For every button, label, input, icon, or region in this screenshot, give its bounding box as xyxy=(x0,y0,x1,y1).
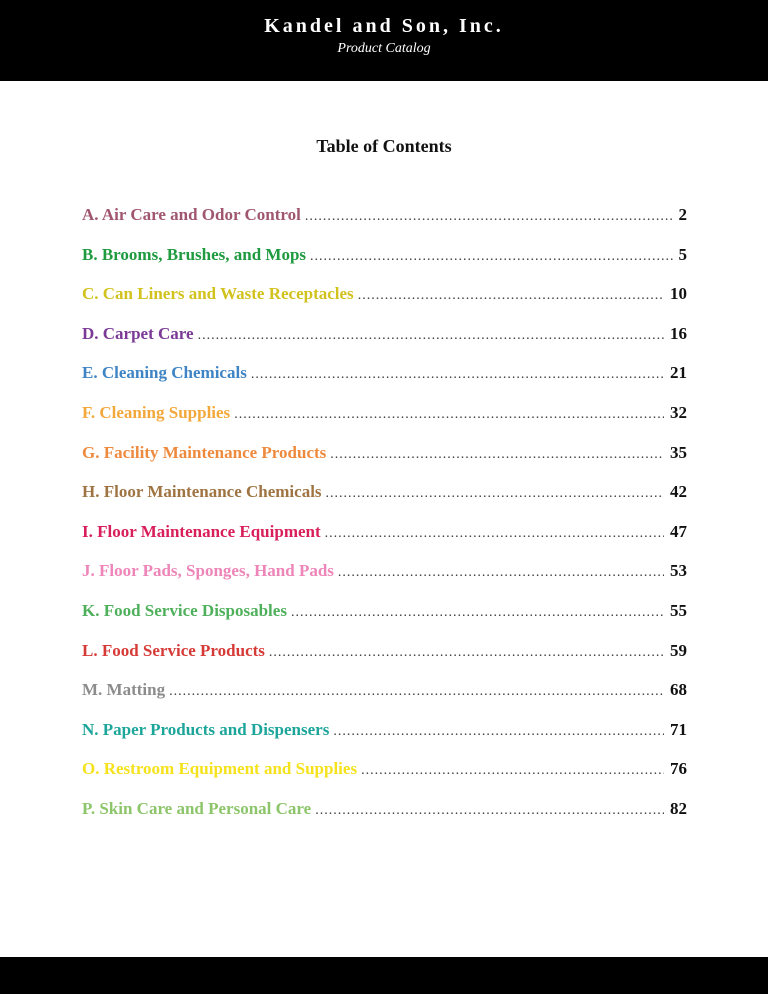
toc-entry-page-number: 35 xyxy=(670,442,687,462)
toc-entry-label[interactable]: J. Floor Pads, Sponges, Hand Pads xyxy=(82,561,334,581)
toc-entry-page-number: 59 xyxy=(670,640,687,660)
header-bar xyxy=(0,0,768,81)
toc-dot-leader xyxy=(169,678,664,706)
toc-entry[interactable] xyxy=(82,637,687,677)
toc-entry[interactable] xyxy=(82,716,687,756)
toc-entry-label[interactable]: C. Can Liners and Waste Receptacles xyxy=(82,284,354,304)
toc-entry-label[interactable]: M. Matting xyxy=(82,680,166,700)
toc-entry[interactable] xyxy=(82,478,687,518)
toc-entry-page-number: 68 xyxy=(670,680,687,700)
footer-bar xyxy=(0,957,768,994)
toc-entry-label[interactable]: D. Carpet Care xyxy=(82,323,194,343)
toc-entry[interactable] xyxy=(82,518,687,558)
toc-entry-page-number: 21 xyxy=(670,363,687,383)
toc-entry[interactable] xyxy=(82,795,687,835)
toc-entry-page-number: 16 xyxy=(670,323,687,343)
toc-dot-leader xyxy=(198,322,664,350)
toc-entry[interactable] xyxy=(82,359,687,399)
toc-entry[interactable] xyxy=(82,597,687,637)
toc-entry-page-number: 53 xyxy=(670,561,687,581)
toc-title: Table of Contents xyxy=(316,136,452,156)
toc-entry-page-number: 2 xyxy=(678,205,687,224)
toc-entry[interactable] xyxy=(82,676,687,716)
toc-entry-page-number: 10 xyxy=(670,284,687,304)
toc-entry-label[interactable]: B. Brooms, Brushes, and Mops xyxy=(82,244,307,264)
toc-dot-leader xyxy=(358,282,664,310)
toc-dot-leader xyxy=(326,480,664,508)
toc-entry-page-number: 71 xyxy=(670,719,687,739)
toc-entry-label[interactable]: P. Skin Care and Personal Care xyxy=(82,798,312,818)
toc-dot-leader xyxy=(315,797,664,825)
toc-entry-page-number: 42 xyxy=(670,482,687,502)
toc-dot-leader xyxy=(325,520,664,548)
toc-dot-leader xyxy=(310,243,672,271)
toc-entry-label[interactable]: A. Air Care and Odor Control xyxy=(82,205,301,224)
toc-entry-label[interactable]: L. Food Service Products xyxy=(82,640,265,660)
toc-entry-label[interactable]: N. Paper Products and Dispensers xyxy=(82,719,330,739)
toc-entry-page-number: 32 xyxy=(670,402,687,422)
toc-entry-page-number: 55 xyxy=(670,600,687,620)
toc-entry-page-number: 47 xyxy=(670,521,687,541)
toc-entry[interactable] xyxy=(82,557,687,597)
toc-dot-leader xyxy=(269,639,664,667)
toc-entry-page-number: 5 xyxy=(678,244,687,264)
toc-entry[interactable] xyxy=(82,399,687,439)
toc-entry-label[interactable]: F. Cleaning Supplies xyxy=(82,402,231,422)
toc-entry[interactable] xyxy=(82,755,687,795)
toc-entry-label[interactable]: G. Facility Maintenance Products xyxy=(82,442,327,462)
toc-entry-label[interactable]: K. Food Service Disposables xyxy=(82,600,287,620)
toc-entry-label[interactable]: E. Cleaning Chemicals xyxy=(82,363,247,383)
company-name: Kandel and Son, Inc. xyxy=(264,15,504,37)
toc-entry-label[interactable]: H. Floor Maintenance Chemicals xyxy=(82,482,322,502)
toc-dot-leader xyxy=(330,441,664,469)
toc-entry[interactable] xyxy=(82,241,687,281)
toc-entry-label[interactable]: I. Floor Maintenance Equipment xyxy=(82,521,321,541)
toc-list xyxy=(82,201,687,835)
toc-dot-leader xyxy=(251,361,664,389)
toc-entry[interactable] xyxy=(82,320,687,360)
toc-entry[interactable] xyxy=(82,439,687,479)
toc-dot-leader xyxy=(333,718,664,746)
toc-entry-page-number: 82 xyxy=(670,798,687,818)
toc-entry-page-number: 76 xyxy=(670,759,687,779)
toc-dot-leader xyxy=(234,401,664,429)
toc-dot-leader xyxy=(361,757,664,785)
catalog-subtitle: Product Catalog xyxy=(337,41,431,56)
toc-dot-leader xyxy=(305,203,673,231)
toc-entry[interactable] xyxy=(82,201,687,241)
toc-dot-leader xyxy=(291,599,664,627)
toc-entry-label[interactable]: O. Restroom Equipment and Supplies xyxy=(82,759,358,779)
toc-entry[interactable] xyxy=(82,280,687,320)
toc-dot-leader xyxy=(338,559,664,587)
